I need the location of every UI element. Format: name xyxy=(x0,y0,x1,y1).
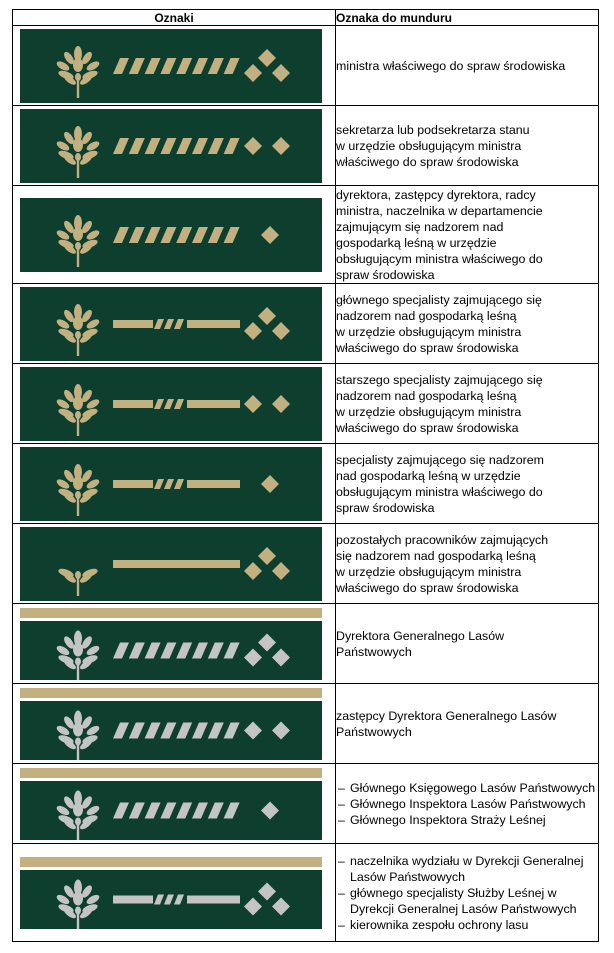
uniform-description xyxy=(336,106,599,186)
table-row xyxy=(13,26,599,106)
list-item: – głównego specjalisty Służby Leśnej w Dyrekcji Generalnej Lasów Państwowych xyxy=(336,885,598,917)
uniform-description xyxy=(336,364,599,444)
table-row xyxy=(13,524,599,604)
description-line: właściwego do spraw środowiska xyxy=(336,340,519,355)
insignia-cell xyxy=(13,444,336,524)
rank-bar xyxy=(20,688,322,698)
description-line: zastępcy Dyrektora Generalnego Lasów xyxy=(336,708,557,723)
description-line: właściwego do spraw środowiska xyxy=(336,420,519,435)
insignia-cell xyxy=(13,284,336,364)
description-line: sekretarza lub podsekretarza stanu xyxy=(336,122,530,137)
description-line: nadzorem nad gospodarką leśną xyxy=(336,388,517,403)
insignia-cell xyxy=(13,26,336,106)
header-insignia: Oznaki xyxy=(13,10,336,26)
description-line: głównego specjalisty zajmującego się xyxy=(336,292,542,307)
insignia-cell xyxy=(13,844,336,942)
uniform-description xyxy=(336,524,599,604)
uniform-description xyxy=(336,186,599,284)
description-line: dyrektora, zastępcy dyrektora, radcy xyxy=(336,187,536,202)
description-line: Państwowych xyxy=(336,644,412,659)
description-line: się nadzorem nad gospodarką leśną xyxy=(336,548,536,563)
description-line: w urzędzie obsługującym ministra xyxy=(336,564,522,579)
description-line: specjalisty zajmującego się nadzorem xyxy=(336,452,544,467)
insignia-image xyxy=(20,608,322,680)
rank-bar xyxy=(20,608,322,618)
insignia-cell xyxy=(13,604,336,684)
uniform-description xyxy=(336,844,599,942)
uniform-description xyxy=(336,684,599,764)
table-row xyxy=(13,186,599,284)
list-item: – kierownika zespołu ochrony lasu xyxy=(336,917,598,933)
description-line: w urzędzie obsługującym ministra xyxy=(336,324,522,339)
description-line: nadzorem nad gospodarką leśną xyxy=(336,308,517,323)
insignia-image xyxy=(20,527,322,601)
insignia-image xyxy=(20,29,322,103)
insignia-cell xyxy=(13,106,336,186)
insignia-image xyxy=(20,367,322,441)
description-line: zajmującym się nadzorem nad xyxy=(336,219,504,234)
description-text: ministra właściwego do spraw środowiska xyxy=(336,58,566,73)
insignia-cell xyxy=(13,684,336,764)
table-row xyxy=(13,844,599,942)
description-line: w urzędzie obsługującym ministra xyxy=(336,138,522,153)
header-uniform: Oznaka do munduru xyxy=(336,10,599,26)
insignia-image xyxy=(20,768,322,840)
description-line: pozostałych pracowników zajmujących xyxy=(336,532,549,547)
insignia-image xyxy=(20,109,322,183)
insignia-cell xyxy=(13,764,336,844)
list-item: – Głównego Inspektora Straży Leśnej xyxy=(336,812,598,828)
description-line: właściwego do spraw środowiska xyxy=(336,580,519,595)
description-line: spraw środowiska xyxy=(336,500,435,515)
table-row xyxy=(13,604,599,684)
table-row xyxy=(13,106,599,186)
description-list xyxy=(336,853,598,933)
list-item: – Głównego Inspektora Lasów Państwowych xyxy=(336,796,598,812)
description-line: nad gospodarką leśną w urzędzie xyxy=(336,468,521,483)
description-line: ministra, naczelnika w departamencie xyxy=(336,203,543,218)
table-row xyxy=(13,764,599,844)
table-row xyxy=(13,444,599,524)
rank-bar xyxy=(20,768,322,778)
insignia-image xyxy=(20,198,322,272)
insignia-table xyxy=(12,9,599,942)
table-row xyxy=(13,364,599,444)
uniform-description xyxy=(336,26,599,106)
uniform-description xyxy=(336,444,599,524)
rank-bar xyxy=(20,857,322,867)
insignia-image xyxy=(20,287,322,361)
description-line: obsługującym ministra właściwego do xyxy=(336,484,543,499)
uniform-description xyxy=(336,604,599,684)
braid-band xyxy=(113,560,240,568)
description-line: gospodarką leśną w urzędzie xyxy=(336,235,497,250)
table-body xyxy=(13,26,599,942)
insignia-cell xyxy=(13,364,336,444)
insignia-image xyxy=(20,857,322,929)
insignia-cell xyxy=(13,524,336,604)
header-row xyxy=(13,10,599,26)
description-line: Dyrektora Generalnego Lasów xyxy=(336,628,505,643)
list-item: – Głównego Księgowego Lasów Państwowych xyxy=(336,780,598,796)
uniform-description xyxy=(336,764,599,844)
insignia-cell xyxy=(13,186,336,284)
table-row xyxy=(13,684,599,764)
description-line: właściwego do spraw środowiska xyxy=(336,154,519,169)
description-line: w urzędzie obsługującym ministra xyxy=(336,404,522,419)
description-line: spraw środowiska xyxy=(336,267,435,282)
table-row xyxy=(13,284,599,364)
insignia-image xyxy=(20,688,322,760)
insignia-image xyxy=(20,447,322,521)
uniform-description xyxy=(336,284,599,364)
description-line: starszego specjalisty zajmującego się xyxy=(336,372,543,387)
description-list xyxy=(336,780,598,828)
description-line: Państwowych xyxy=(336,724,412,739)
list-item: – naczelnika wydziału w Dyrekcji Generalnej Lasów Państwowych xyxy=(336,853,598,885)
description-line: obsługującym ministra właściwego do xyxy=(336,251,543,266)
